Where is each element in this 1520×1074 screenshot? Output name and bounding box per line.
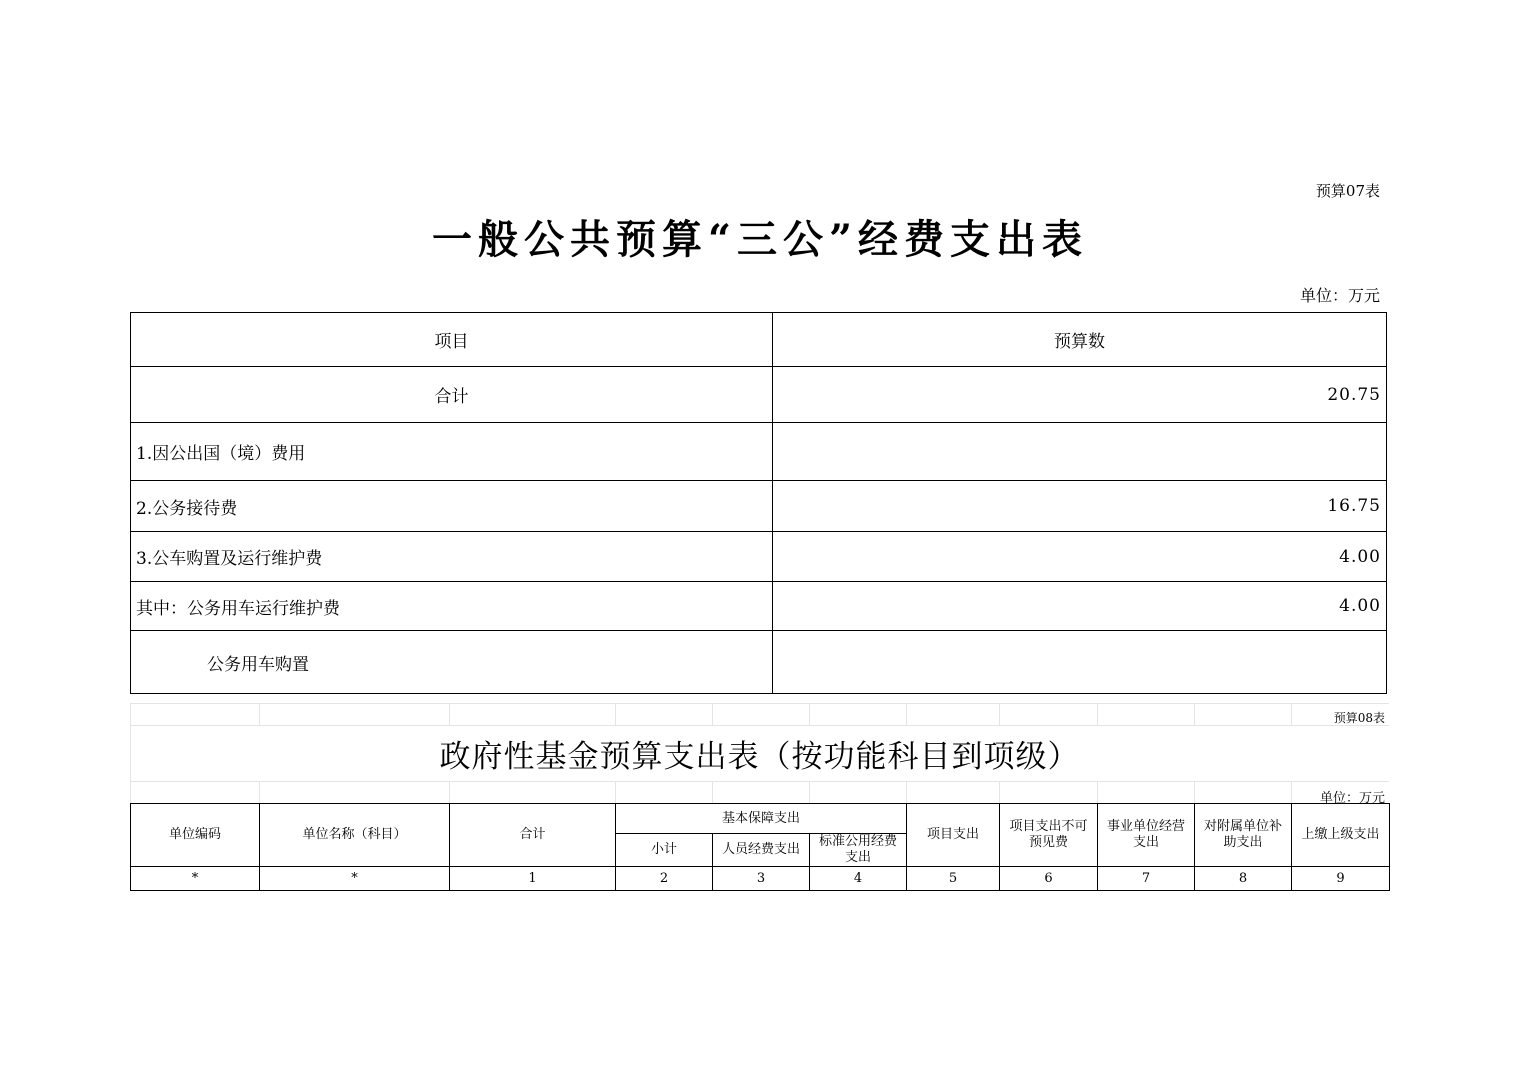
header-unit-code: 单位编码 [131,804,260,867]
row-item: 其中：公务用车运行维护费 [131,582,773,631]
index-cell: 2 [616,867,713,891]
index-cell: 7 [1098,867,1195,891]
table08-header-row [131,804,1390,834]
table07-header-row [131,313,1387,367]
header-operating [1098,804,1195,867]
header-subsidy [1195,804,1292,867]
table-row [131,631,1387,694]
table-row [131,481,1387,532]
row-amount [773,423,1387,481]
header-personnel: 人员经费支出 [713,834,810,867]
table08-label: 预算08表 [1333,711,1385,725]
row-amount: 4.00 [773,582,1387,631]
table08-unit: 单位：万元 [1319,791,1385,806]
header-subsidy-text: 对附属单位补助支出 [1204,819,1283,850]
header-item: 项目 [131,313,773,367]
header-unforeseen-text: 项目支出不可预见费 [1009,819,1088,850]
header-unit-name: 单位名称（科目） [260,804,450,867]
index-cell: 8 [1195,867,1292,891]
table-row [131,367,1387,423]
table07-title: 一般公共预算“三公”经费支出表 [431,216,1088,263]
header-standard-text: 标准公用经费支出 [819,834,898,865]
header-basic: 基本保障支出 [616,804,907,834]
row-item: 合计 [131,367,773,423]
row-item: 1.因公出国（境）费用 [131,423,773,481]
index-cell: 4 [810,867,907,891]
index-cell: 1 [450,867,616,891]
index-cell: * [131,867,260,891]
row-amount: 16.75 [773,481,1387,532]
table08-index-row [131,867,1390,891]
header-amount: 预算数 [773,313,1387,367]
header-subtotal: 小计 [616,834,713,867]
header-operating-text: 事业单位经营支出 [1107,819,1186,850]
table08-title: 政府性基金预算支出表（按功能科目到项级） [439,739,1080,775]
table07 [130,312,1387,694]
table07-unit: 单位：万元 [1299,286,1380,305]
row-item: 2.公务接待费 [131,481,773,532]
row-item: 公务用车购置 [131,631,773,694]
row-amount: 4.00 [773,532,1387,582]
table-row [131,423,1387,481]
row-amount: 20.75 [773,367,1387,423]
table08 [130,803,1390,891]
index-cell: 5 [907,867,1000,891]
table-row [131,532,1387,582]
row-item: 3.公车购置及运行维护费 [131,532,773,582]
header-project: 项目支出 [907,804,1000,867]
header-standard [810,834,907,867]
header-remit: 上缴上级支出 [1292,804,1390,867]
header-unforeseen [1000,804,1098,867]
table07-label: 预算07表 [1315,182,1380,200]
index-cell: 9 [1292,867,1390,891]
header-total: 合计 [450,804,616,867]
table-row [131,582,1387,631]
index-cell: * [260,867,450,891]
index-cell: 6 [1000,867,1098,891]
index-cell: 3 [713,867,810,891]
row-amount [773,631,1387,694]
